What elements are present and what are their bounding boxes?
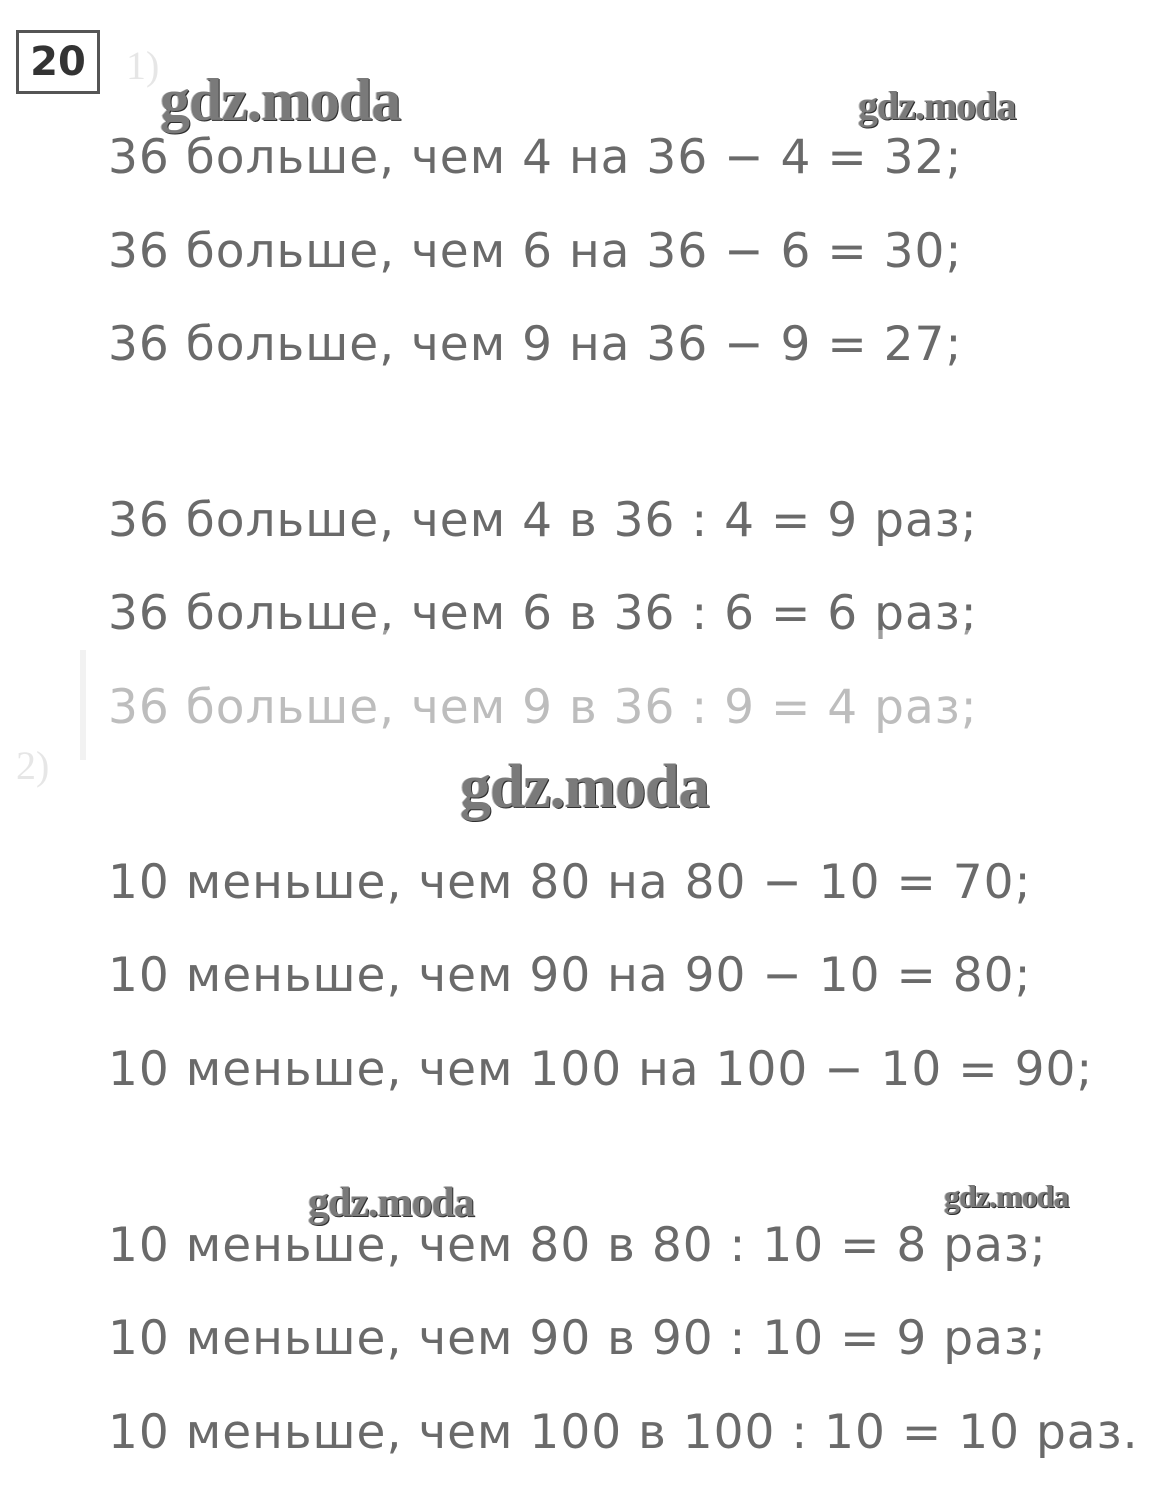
answer-line: 10 меньше, чем 90 в 90 : 10 = 9 раз; <box>108 1311 1047 1366</box>
answer-line: 36 больше, чем 6 на 36 − 6 = 30; <box>108 224 963 279</box>
answer-line: 36 больше, чем 9 на 36 − 9 = 27; <box>108 317 963 372</box>
part-1-label: 1) <box>126 43 160 88</box>
answer-line: 10 меньше, чем 80 в 80 : 10 = 8 раз; <box>108 1218 1047 1273</box>
watermark: gdz.moda <box>308 1180 474 1226</box>
answer-line: 10 меньше, чем 100 на 100 − 10 = 90; <box>108 1042 1094 1097</box>
part-2-label: 2) <box>16 743 50 788</box>
answer-line: 36 больше, чем 6 в 36 : 6 = 6 раз; <box>108 586 978 641</box>
watermark: gdz.moda <box>944 1178 1069 1214</box>
answer-line: 10 меньше, чем 100 в 100 : 10 = 10 раз. <box>108 1405 1139 1460</box>
watermark: gdz.moda <box>160 67 401 133</box>
answer-line: 36 больше, чем 4 в 36 : 4 = 9 раз; <box>108 493 978 548</box>
answer-line: 36 больше, чем 4 на 36 − 4 = 32; <box>108 130 963 185</box>
answer-line: 36 больше, чем 9 в 36 : 9 = 4 раз; <box>108 680 978 735</box>
watermark: gdz.moda <box>858 83 1016 128</box>
answer-line: 10 меньше, чем 90 на 90 − 10 = 80; <box>108 948 1032 1003</box>
answer-line: 10 меньше, чем 80 на 80 − 10 = 70; <box>108 855 1032 910</box>
faint-watermark-overlay <box>76 630 1106 760</box>
task-number-box <box>16 30 100 94</box>
task-number: 20 <box>30 39 86 85</box>
watermark: gdz.moda <box>460 753 709 821</box>
